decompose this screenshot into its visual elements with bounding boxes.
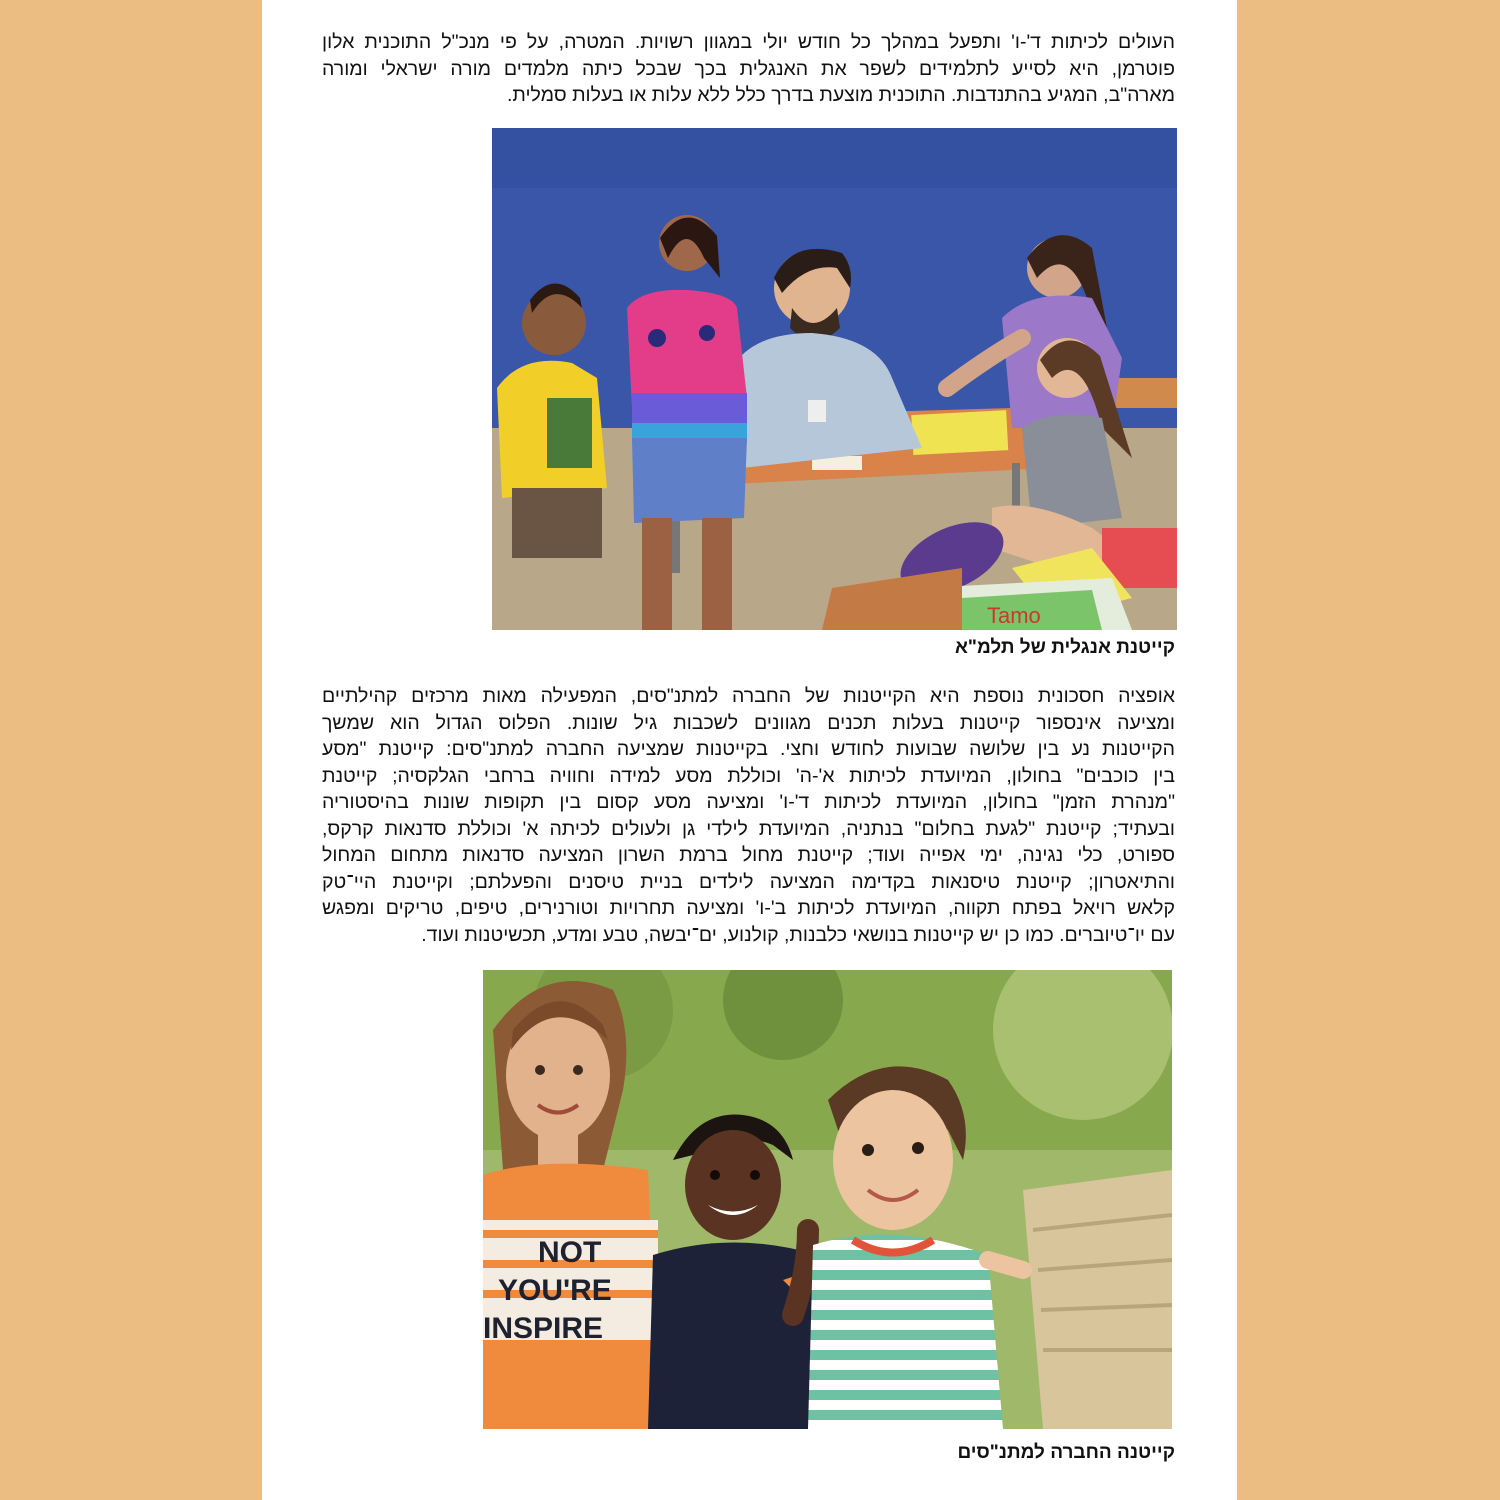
photo-caption: קייטנה החברה למתנ"סים [957,1442,1175,1463]
body-line: אופציה חסכונית נוספת היא הקייטנות של החברה למתנ"סים, המפעילה מאות מרכזים קהילתיים [322,685,1175,707]
shirt-text: YOU'RE [498,1274,612,1307]
body-line: ובעתיד; קייטנת "לגעת בחלום" בנתניה, המיועדת לילדי גן ולעולים לכיתה א' וכוללת סדנאות קרקס, [322,817,1175,840]
shirt-text: NOT [538,1236,602,1269]
body-line: הקייטנות נע בין שלושה שבועות לחודש וחצי. בקייטנות שמציעה החברה למתנ"סים: קייטנת "מסע [322,738,1175,760]
body-paragraph [322,683,1175,948]
intro-paragraph [322,29,1175,109]
children-photo [483,970,1172,1429]
body-line: והתיאטרון; קייטנת טיסנאות בקדימה המציעה לילדים בניית טיסנים והפעלתם; וקייטנת היי־טק [322,870,1175,893]
intro-line: פוטרמן, היא לסייע לתלמידים לשפר את האנגלית בכך שבכל כיתה מלמדים מורה ישראלי ומורה [322,57,1175,80]
document-page [262,0,1237,1500]
body-line: "מנהרת הזמן" בחולון, המיועדת לכיתות ד'-ו' ומציעה מסע קסום בין תקופות שונות בהיסטוריה [322,791,1175,813]
card-text: Tamo [987,603,1041,628]
intro-line: העולים לכיתות ד'-ו' ותפעל במהלך כל חודש יולי במגוון רשויות. המטרה, על פי מנכ"ל התוכנית אלון [322,31,1175,53]
photo-caption: קייטנת אנגלית של תלמ"א [954,637,1175,658]
body-line: ספורט, כלי נגינה, ימי אפייה ועוד; קייטנת מחול ברמת השרון המציעה סדנאות מתחום המחול [322,844,1175,866]
body-line: קלאש רויאל בפתח תקווה, המיועדת לכיתות ב'-ו' ומציעה תחרויות וטורנירים, טיפים, טריקים ומפגש [322,897,1175,919]
intro-line: מארה"ב, המגיע בהתנדבות. התוכנית מוצעת בדרך כלל ללא עלות או בעלות סמלית. [506,84,1175,106]
shirt-text: INSPIRE [483,1312,604,1345]
body-line: ומציעה אינספור קייטנות בעלות תכנים מגוונים לשכבות גיל שונות. הפלוס הגדול הוא שמשך [322,711,1175,734]
body-line: עם יו־טיוברים. כמו כן יש קייטנות בנושאי כלבנות, קולנוע, ים־יבשה, טבע ומדע, תכשיטנות ועוד. [421,923,1175,946]
body-line: בין כוכבים" בחולון, המיועדת לכיתות א'-ה' וכוללת מסע למידה וחוויה ברחבי הגלקסיה; קייטנת [322,764,1175,787]
classroom-photo [492,128,1177,630]
